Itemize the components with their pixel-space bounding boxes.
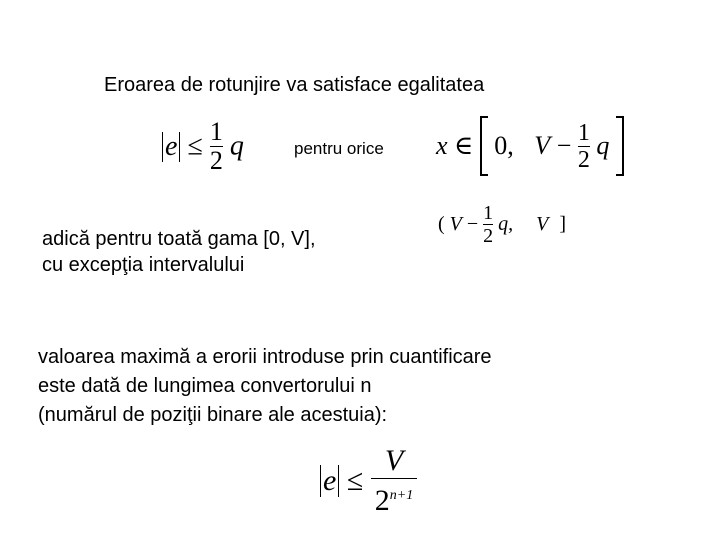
- q-var: q: [229, 130, 244, 162]
- minus-symbol: −: [466, 213, 479, 235]
- max-error-line-3: (numărul de poziţii binare ale acestuia):: [38, 404, 388, 426]
- range-text-line-2: cu excepţia intervalului: [42, 254, 245, 276]
- error-var: e: [165, 130, 178, 162]
- den-exponent: n+1: [389, 488, 414, 503]
- fraction-numerator: 1: [483, 202, 494, 224]
- fraction-numerator: 1: [577, 119, 590, 146]
- fraction-numerator: 1: [209, 117, 223, 146]
- error-var: e: [323, 464, 337, 497]
- fraction-numerator: V: [384, 444, 404, 477]
- fraction-denominator: [371, 478, 417, 518]
- close-bracket: ]: [559, 213, 567, 235]
- fraction-denominator: 2: [483, 225, 494, 247]
- le-symbol: ≤: [346, 464, 364, 497]
- fraction-denominator: 2: [577, 146, 590, 173]
- minus-symbol: −: [556, 131, 572, 160]
- v-var: V: [534, 131, 551, 160]
- max-error-line-2: este dată de lungimea convertorului n: [38, 375, 372, 397]
- range-text-line-1: adică pentru toată gama [0, V],: [42, 228, 316, 250]
- max-error-line-1: valoarea maximă a erorii introduse prin cuantificare: [38, 346, 492, 368]
- excluded-interval: [438, 202, 566, 256]
- domain-equation: [436, 116, 624, 180]
- open-paren: (: [438, 213, 445, 235]
- error-bound-equation: [162, 118, 244, 182]
- max-error-fraction: [371, 444, 417, 518]
- le-symbol: ≤: [187, 130, 203, 162]
- fraction-denominator: 2: [209, 146, 223, 175]
- intro-text: Eroarea de rotunjire va satisface egalitatea: [104, 74, 485, 96]
- max-error-equation: [320, 444, 417, 520]
- den-base: 2: [374, 484, 390, 517]
- zero-bound: 0,: [494, 131, 514, 160]
- half-fraction-3: [483, 202, 493, 247]
- half-fraction-2: [578, 120, 590, 173]
- v-upper: V: [536, 213, 549, 235]
- q-var: q,: [498, 213, 514, 235]
- in-symbol: ∈: [454, 131, 474, 160]
- x-var: x: [436, 131, 448, 160]
- for-any-text: pentru orice: [294, 139, 384, 158]
- v-var: V: [449, 213, 462, 235]
- q-var: q: [596, 131, 610, 160]
- half-fraction: [210, 118, 223, 175]
